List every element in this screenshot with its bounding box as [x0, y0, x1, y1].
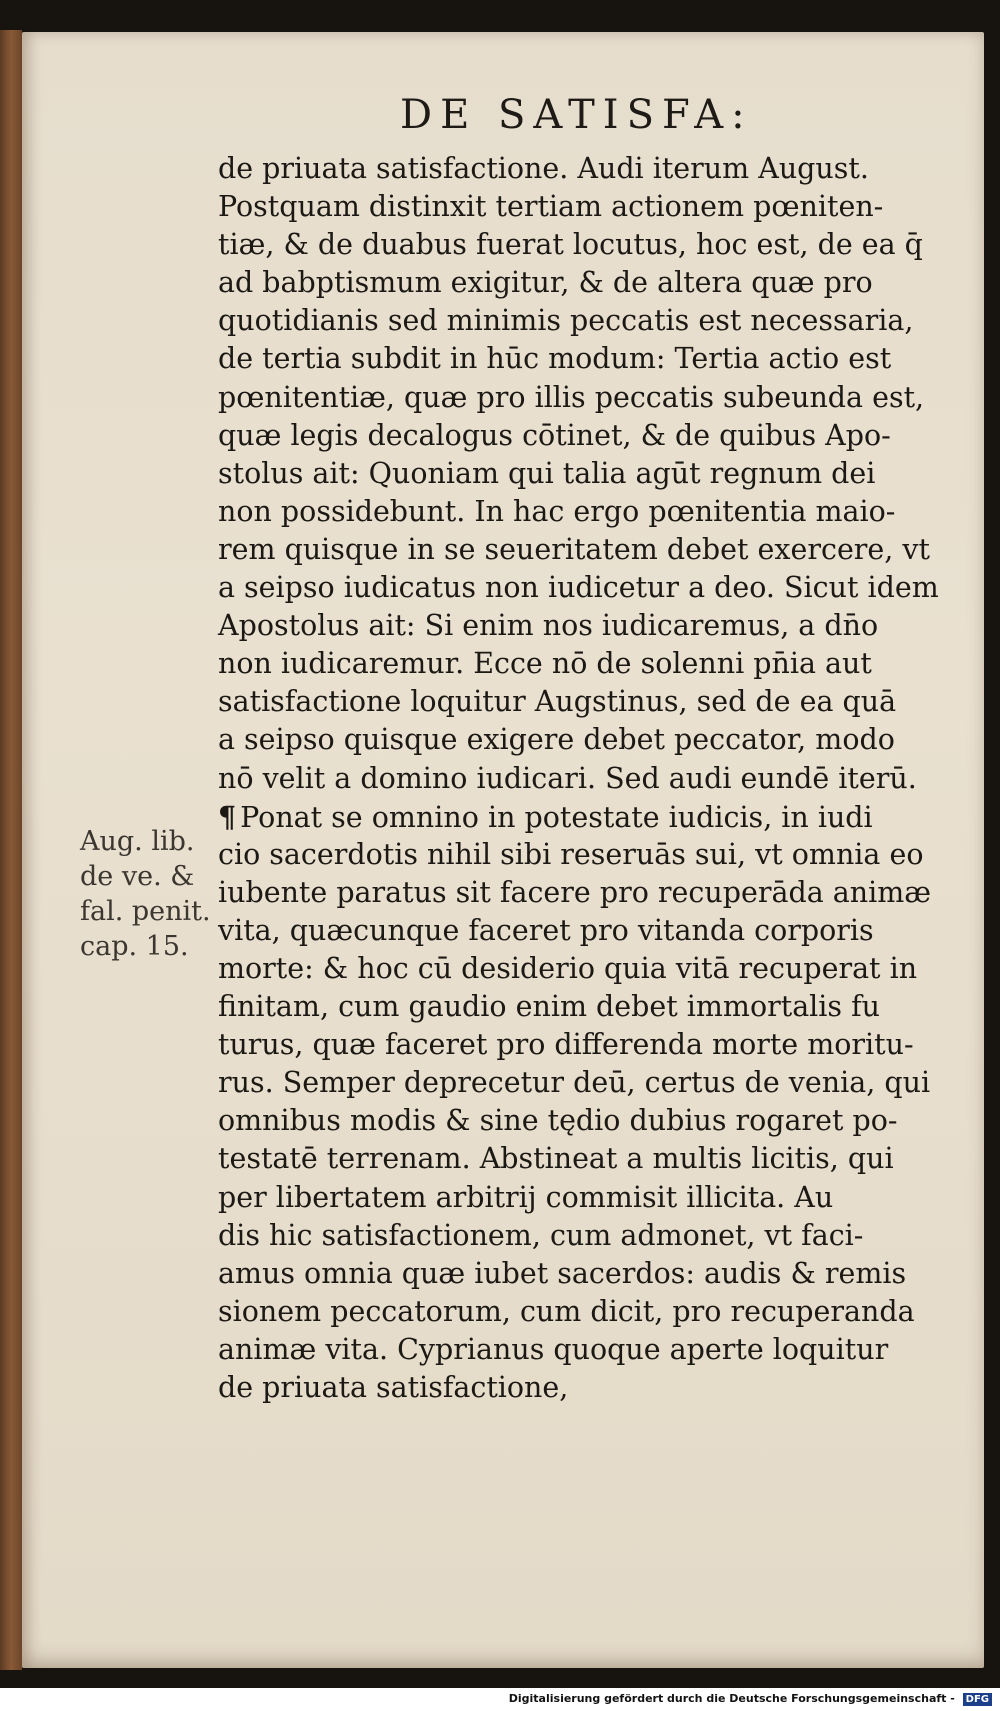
dfg-logo: DFG	[963, 1693, 992, 1706]
text-line: rem quisque in se seueritatem debet exercere, vt	[218, 532, 930, 566]
text-line: de priuata satisfactione. Audi iterum August.	[218, 152, 869, 185]
text-line: sionem peccatorum, cum dicit, pro recuperanda	[218, 1294, 915, 1328]
text-line: ad babptismum exigitur, & de altera quæ pro	[218, 266, 873, 300]
text-line: animæ vita. Cyprianus quoque aperte loquitur	[218, 1332, 889, 1366]
text-line: finitam, cum gaudio enim debet immortalis fu	[218, 990, 880, 1024]
text-line: Apostolus ait: Si enim nos iudicaremus, a dn̄o	[218, 609, 879, 643]
text-line: dis hic satisfactionem, cum admonet, vt faci-	[218, 1218, 864, 1252]
text-line: a seipso iudicatus non iudicetur a deo. Sicut idem	[218, 571, 939, 605]
main-text	[218, 150, 939, 1407]
text-line: per libertatem arbitrij commisit illicita. Au	[218, 1180, 834, 1214]
footer-credit	[509, 1692, 992, 1706]
text-line: omnibus modis & sine tędio dubius rogaret po-	[218, 1104, 898, 1138]
marginal-note-line: Aug. lib.	[80, 826, 195, 857]
text-line: cio sacerdotis nihil sibi reseruās sui, vt omnia eo	[218, 837, 924, 871]
text-line: amus omnia quæ iubet sacerdos: audis & remis	[218, 1256, 907, 1290]
text-line: nō velit a domino iudicari. Sed audi eundē iterū.	[218, 761, 917, 795]
text-line: stolus ait: Quoniam qui talia agūt regnum dei	[218, 456, 876, 490]
text-line: vita, quæcunque faceret pro vitanda corporis	[218, 913, 874, 947]
text-line: rus. Semper deprecetur deū, certus de venia, qui	[218, 1066, 931, 1100]
text-line: de tertia subdit in hūc modum: Tertia actio est	[218, 342, 892, 376]
text-line: morte: & hoc cū desiderio quia vitā recuperat in	[218, 951, 918, 985]
text-line: de priuata satisfactione,	[218, 1371, 569, 1404]
marginal-note-line: cap. 15.	[80, 931, 189, 962]
text-line: pœnitentiæ, quæ pro illis peccatis subeunda est,	[218, 380, 925, 414]
text-line: Postquam distinxit tertiam actionem pœniten-	[218, 190, 884, 224]
marginal-note-line: fal. penit.	[80, 896, 211, 927]
text-line: non iudicaremur. Ecce nō de solenni pn̄ia aut	[218, 647, 872, 681]
footer-bar	[0, 1688, 1000, 1711]
marginal-note-line: de ve. &	[80, 861, 195, 892]
text-line: iubente paratus sit facere pro recuperāda animæ	[218, 875, 932, 909]
text-line: turus, quæ faceret pro differenda morte moritu-	[218, 1028, 914, 1062]
footer-credit-text: Digitalisierung gefördert durch die Deutsche Forschungsgemeinschaft -	[508, 1692, 955, 1705]
paragraph-start-line: ¶ Ponat se omnino in potestate iudicis, in iudi	[218, 798, 918, 836]
text-line: quotidianis sed minimis peccatis est necessaria,	[218, 304, 914, 338]
text-line: a seipso quisque exigere debet peccator, modo	[218, 723, 895, 757]
text-line: non possidebunt. In hac ergo pœnitentia maio-	[218, 494, 896, 528]
running-head: DE SATISFA:	[400, 92, 753, 138]
marginal-note	[80, 824, 220, 964]
text-line: testatē terrenam. Abstineat a multis licitis, qui	[218, 1142, 894, 1176]
text-line: tiæ, & de duabus fuerat locutus, hoc est, de ea q̄	[218, 228, 923, 262]
text-line: quæ legis decalogus cōtinet, & de quibus Apo-	[218, 418, 891, 452]
book-edge	[0, 30, 22, 1670]
text-line: satisfactione loquitur Augstinus, sed de ea quā	[218, 685, 897, 719]
